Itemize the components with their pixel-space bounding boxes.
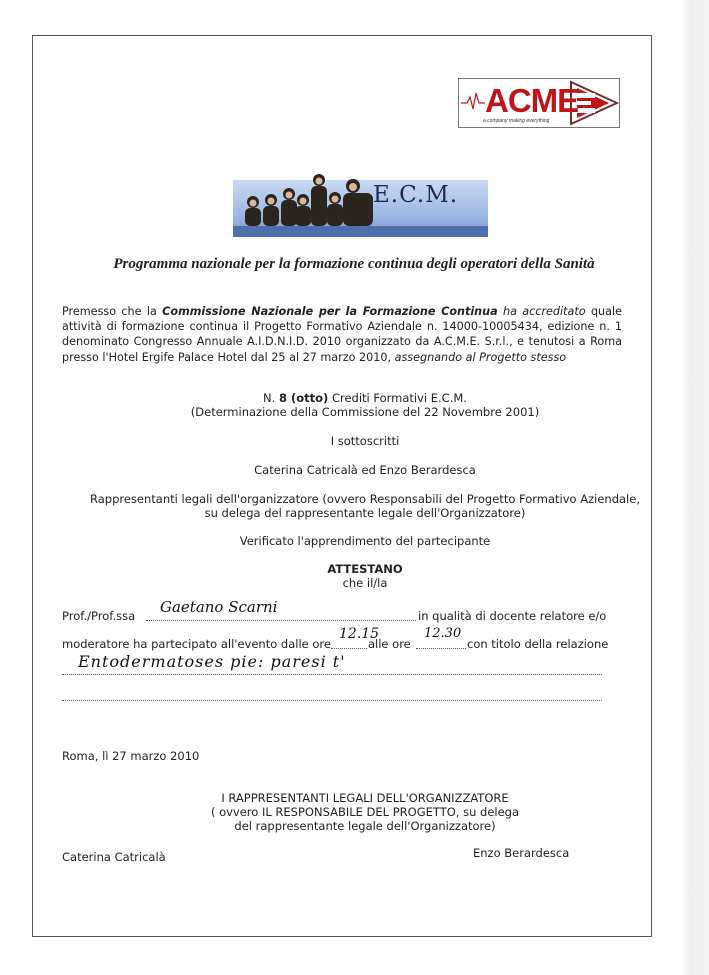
ecm-banner-text: E.C.M. <box>373 182 459 208</box>
to-time-handwritten: 12.30 <box>424 626 462 641</box>
ecm-banner <box>233 170 488 240</box>
footer-line3: del rappresentante legale dell'Organizzatore) <box>234 819 496 833</box>
from-time-handwritten: 12.15 <box>339 626 380 642</box>
time-line-prefix: moderatore ha partecipato all'evento dalle ore <box>62 637 331 651</box>
signatories-role-line2: su delega del rappresentante legale dell'Organizzatore) <box>204 506 526 520</box>
credits-line <box>55 391 675 406</box>
signatories-names: Caterina Catricalà ed Enzo Berardesca <box>254 463 476 477</box>
signature-left-name: Caterina Catricalà <box>62 850 166 864</box>
signatories-role-line1: Rappresentanti legali dell'organizzatore (ovvero Responsabili del Progetto Formativo Aziendale, <box>90 492 640 506</box>
to-time-dotted-line <box>416 648 466 649</box>
from-time-dotted-line <box>331 648 367 649</box>
relation-title-handwritten: Entodermatoses pie: paresi t' <box>78 652 346 671</box>
credits-determination: (Determinazione della Commissione del 22 Novembre 2001) <box>190 405 540 419</box>
signatories-heading: I sottoscritti <box>330 434 400 448</box>
credits-number: 8 (otto) <box>278 391 329 405</box>
time-line-mid: alle ore <box>368 637 411 651</box>
relation-dotted-line-1 <box>62 674 602 675</box>
acme-tagline: a company making everything <box>483 118 550 124</box>
footer-line2: ( ovvero IL RESPONSABILE DEL PROGETTO, su delega <box>210 805 520 819</box>
verification-text: Verificato l'apprendimento del partecipante <box>239 534 491 548</box>
credits-prefix: N. <box>263 391 279 405</box>
acme-wordmark: ACME <box>485 82 579 119</box>
place-date: Roma, lì 27 marzo 2010 <box>62 749 200 763</box>
program-title: Programma nazionale per la formazione continua degli operatori della Sanità <box>113 256 595 272</box>
footer-line1: I RAPPRESENTANTI LEGALI DELL'ORGANIZZATORE <box>221 791 509 805</box>
premessa-intro: Premesso che la <box>62 305 163 318</box>
role-text: in qualità di docente relatore e/o <box>418 609 607 623</box>
people-group-image <box>235 170 375 236</box>
premessa-assign: assegnando al Progetto stesso <box>394 350 567 364</box>
commission-name: Commissione Nazionale per la Formazione Continua <box>162 305 498 318</box>
premessa-paragraph <box>62 304 622 365</box>
time-line-suffix: con titolo della relazione <box>467 637 609 651</box>
che-text: che il/la <box>342 576 388 590</box>
participant-name-handwritten: Gaetano Scarni <box>160 598 278 616</box>
premessa-body: quale attività di formazione continua il Progetto Formativo Aziendale n. 14000-10005434, edizione n. 1 denominato Congresso Annuale A.I.D.N.I.D. 2010 organizzato da A.C.M.E. S.r.l., e tenutosi a Roma presso l'Hotel Ergife Palace Hotel dal 25 al 27 marzo 2010, <box>62 305 622 364</box>
signature-right-name: Enzo Berardesca <box>473 846 570 860</box>
relation-dotted-line-2 <box>62 700 602 701</box>
acme-logo <box>458 78 620 128</box>
attestano-heading: ATTESTANO <box>327 562 403 576</box>
name-dotted-line <box>146 620 416 621</box>
credits-suffix: Crediti Formativi E.C.M. <box>328 391 467 405</box>
prof-prefix: Prof./Prof.ssa <box>62 609 136 623</box>
premessa-accredited: ha accreditato <box>497 305 586 318</box>
